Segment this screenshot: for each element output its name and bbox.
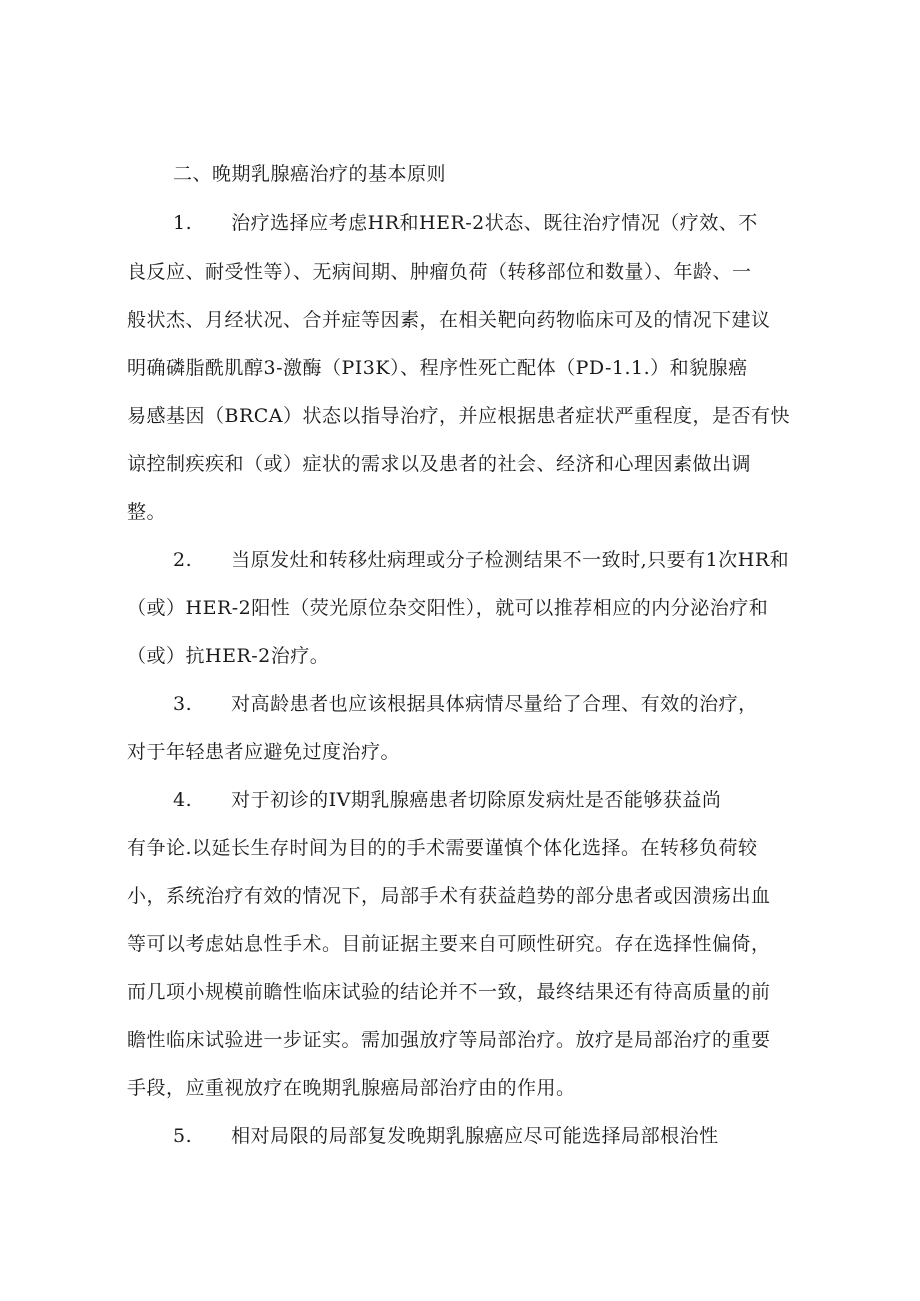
text-line: （或）抗HER-2治疗。 — [127, 645, 330, 667]
text-line: 而几项小规模前瞻性临床试验的结论并不一致，最终结果还有待高质量的前 — [127, 981, 771, 1003]
text-line: 明确磷脂酰肌醇3-激酶（PI3K）、程序性死亡配体（PD-1.1.）和貌腺癌 — [127, 357, 748, 379]
text-line: 4. 对于初诊的IV期乳腺癌患者切除原发病灶是否能够获益尚 — [173, 789, 722, 811]
text-line: 2. 当原发灶和转移灶病理或分子检测结果不一致时,只要有1次HR和 — [173, 549, 790, 571]
text-line: 等可以考虑姑息性手术。目前证据主要来自可顾性研究。存在选择性偏倚， — [127, 933, 771, 955]
text-line: 整。 — [127, 501, 167, 523]
text-line: 对于年轻患者应避免过度治疗。 — [127, 741, 401, 763]
text-line: 小，系统治疗有效的情况下，局部手术有获益趋势的部分患者或因溃疡出血 — [127, 885, 771, 907]
text-line: 手段，应重视放疗在晚期乳腺癌局部治疗由的作用。 — [127, 1077, 576, 1099]
text-line: 3. 对高龄患者也应该根据具体病情尽量给了合理、有效的治疗， — [173, 693, 758, 715]
text-line: 1. 治疗选择应考虑HR和HER-2状态、既往治疗情况（疗效、不 — [173, 212, 758, 234]
text-line: 般状杰、月经状况、合并症等因素，在相关靶向药物临床可及的情况下建议 — [127, 309, 771, 331]
text-line: 瞻性临床试验进一步证实。需加强放疗等局部治疗。放疗是局部治疗的重要 — [127, 1029, 771, 1051]
text-line: 有争论.以延长生存时间为目的的手术需要谨慎个体化选择。在转移负荷较 — [127, 837, 758, 859]
section-heading: 二、晚期乳腺癌治疗的基本原则 — [173, 163, 447, 185]
text-line: 良反应、耐受性等）、无病间期、肿瘤负荷（转移部位和数量）、年龄、一 — [127, 261, 752, 283]
text-line: 谅控制疾疾和（或）症状的需求以及患者的社会、经济和心理因素做出调 — [127, 453, 752, 475]
text-line: 5. 相对局限的局部复发晚期乳腺癌应尽可能选择局部根治性 — [173, 1125, 719, 1147]
text-line: （或）HER-2阳性（荧光原位杂交阳性），就可以推荐相应的内分泌治疗和 — [127, 597, 769, 619]
text-line: 易感基因（BRCA）状态以指导治疗，并应根据患者症状严重程度，是否有快 — [127, 405, 791, 427]
